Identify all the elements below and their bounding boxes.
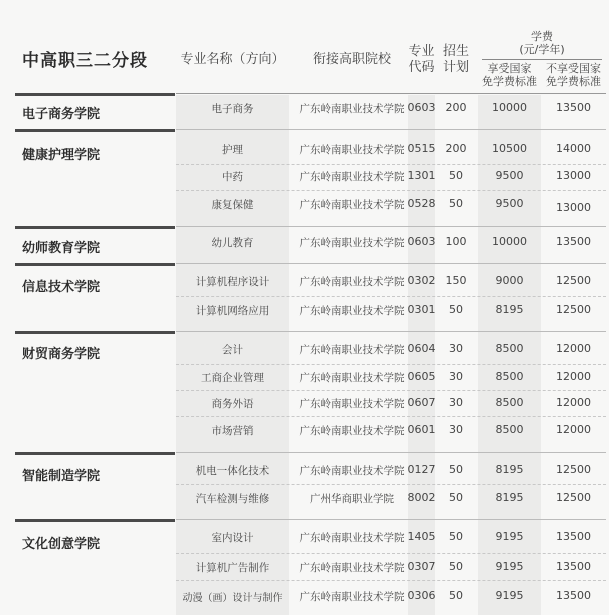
header-code-line2: 代码 <box>408 60 435 75</box>
cell-fee-a: 8500 <box>495 370 524 383</box>
row-separator <box>176 364 606 365</box>
cell-code: 8002 <box>407 491 436 504</box>
college-bar <box>15 331 175 334</box>
cell-fee-b: 12500 <box>556 303 591 316</box>
row-separator <box>176 129 606 130</box>
header-major: 专业名称（方向） <box>180 52 285 67</box>
cell-fee-a: 10000 <box>492 101 527 114</box>
table-row <box>0 235 609 251</box>
cell-fee-a: 9000 <box>495 274 524 287</box>
row-separator <box>176 519 606 520</box>
table-row <box>0 342 609 358</box>
cell-fee-a: 8195 <box>495 463 524 476</box>
college-bar <box>15 93 175 96</box>
table-row <box>0 423 609 439</box>
cell-fee-b: 12000 <box>556 370 591 383</box>
cell-code: 0603 <box>407 101 436 114</box>
cell-major: 市场营销 <box>211 425 254 437</box>
cell-major: 计算机网络应用 <box>195 305 270 317</box>
cell-fee-b: 13000 <box>556 169 591 182</box>
cell-major: 护理 <box>222 144 243 156</box>
row-separator <box>176 553 606 554</box>
table-row <box>0 530 609 546</box>
cell-quota: 50 <box>449 560 463 573</box>
row-separator <box>176 580 606 581</box>
header-quota-line1: 招生 <box>442 44 469 59</box>
cell-quota: 150 <box>445 274 467 287</box>
cell-quota: 100 <box>445 235 467 248</box>
cell-code: 0607 <box>407 396 436 409</box>
cell-fee-b: 12500 <box>556 274 591 287</box>
table-row <box>0 560 609 576</box>
cell-fee-b: 12000 <box>556 342 591 355</box>
row-separator <box>176 263 606 264</box>
header-fee-b-line2: 免学费标准 <box>546 75 601 88</box>
cell-fee-b: 13500 <box>556 560 591 573</box>
cell-quota: 50 <box>449 491 463 504</box>
college-bar <box>15 129 175 132</box>
cell-major: 计算机广告制作 <box>195 562 270 574</box>
cell-major: 动漫（画）设计与制作 <box>182 593 283 604</box>
cell-code: 0605 <box>407 370 436 383</box>
cell-code: 0302 <box>407 274 436 287</box>
cell-fee-a: 8195 <box>495 491 524 504</box>
college-name: 文化创意学院 <box>22 537 101 552</box>
cell-school: 广东岭南职业技术学院 <box>299 144 405 156</box>
table-row <box>0 169 609 185</box>
table-row <box>0 396 609 412</box>
cell-fee-a: 10000 <box>492 235 527 248</box>
cell-major: 工商企业管理 <box>201 372 264 384</box>
cell-code: 0528 <box>407 197 436 210</box>
cell-fee-a: 9500 <box>495 197 524 210</box>
cell-fee-b: 13000 <box>556 201 591 214</box>
row-separator <box>176 190 606 191</box>
college-name: 财贸商务学院 <box>22 347 101 362</box>
cell-quota: 30 <box>449 396 463 409</box>
cell-fee-b: 13500 <box>556 235 591 248</box>
table-row <box>0 303 609 319</box>
cell-quota: 50 <box>449 530 463 543</box>
cell-quota: 50 <box>449 303 463 316</box>
header-fee-a-line1: 享受国家 <box>487 62 532 75</box>
cell-code: 0306 <box>407 589 436 602</box>
cell-school: 广东岭南职业技术学院 <box>299 199 405 211</box>
cell-code: 0603 <box>407 235 436 248</box>
cell-fee-b: 13500 <box>556 101 591 114</box>
cell-fee-b: 12500 <box>556 491 591 504</box>
cell-school: 广东岭南职业技术学院 <box>299 344 405 356</box>
cell-fee-a: 8500 <box>495 423 524 436</box>
cell-fee-b: 12500 <box>556 463 591 476</box>
cell-fee-a: 8500 <box>495 396 524 409</box>
cell-fee-b: 12000 <box>556 396 591 409</box>
cell-quota: 50 <box>449 463 463 476</box>
cell-code: 0601 <box>407 423 436 436</box>
row-separator <box>176 296 606 297</box>
cell-quota: 200 <box>445 142 467 155</box>
header-fee-unit: (元/学年) <box>519 43 565 56</box>
cell-fee-b: 14000 <box>556 142 591 155</box>
table-row <box>0 197 609 213</box>
cell-major: 机电一体化技术 <box>195 465 270 477</box>
cell-major: 康复保健 <box>211 199 254 211</box>
row-separator <box>176 226 606 227</box>
cell-fee-b: 12000 <box>556 423 591 436</box>
college-bar <box>15 452 175 455</box>
cell-code: 0301 <box>407 303 436 316</box>
table-row <box>0 101 609 117</box>
college-name: 幼师教育学院 <box>22 241 101 256</box>
row-separator <box>176 164 606 165</box>
cell-school: 广东岭南职业技术学院 <box>299 591 405 603</box>
table-row <box>0 491 609 507</box>
cell-quota: 30 <box>449 370 463 383</box>
cell-fee-a: 10500 <box>492 142 527 155</box>
header-code-line1: 专业 <box>408 44 435 59</box>
cell-code: 0307 <box>407 560 436 573</box>
row-separator <box>176 452 606 453</box>
cell-school: 广东岭南职业技术学院 <box>299 305 405 317</box>
table-row <box>0 142 609 158</box>
page-title: 中高职三二分段 <box>22 51 148 71</box>
cell-fee-a: 9195 <box>495 560 524 573</box>
header-school: 衔接高职院校 <box>312 52 391 67</box>
cell-school: 广东岭南职业技术学院 <box>299 562 405 574</box>
header-fee: 学费 <box>531 30 553 43</box>
cell-school: 广东岭南职业技术学院 <box>299 103 405 115</box>
row-separator <box>176 484 606 485</box>
college-name: 信息技术学院 <box>22 280 101 295</box>
college-name: 电子商务学院 <box>22 107 101 122</box>
cell-fee-a: 9195 <box>495 530 524 543</box>
row-separator <box>176 331 606 332</box>
cell-school: 广东岭南职业技术学院 <box>299 532 405 544</box>
cell-code: 1301 <box>407 169 436 182</box>
college-bar <box>15 226 175 229</box>
college-bar <box>15 519 175 522</box>
cell-code: 0127 <box>407 463 436 476</box>
cell-major: 中药 <box>222 171 243 183</box>
cell-quota: 50 <box>449 197 463 210</box>
cell-major: 幼儿教育 <box>211 237 254 249</box>
cell-major: 商务外语 <box>211 398 254 410</box>
cell-school: 广东岭南职业技术学院 <box>299 398 405 410</box>
table-row <box>0 463 609 479</box>
cell-fee-a: 9195 <box>495 589 524 602</box>
cell-school: 广东岭南职业技术学院 <box>299 465 405 477</box>
cell-quota: 30 <box>449 423 463 436</box>
cell-quota: 30 <box>449 342 463 355</box>
college-name: 智能制造学院 <box>22 469 101 484</box>
cell-code: 0604 <box>407 342 436 355</box>
header-quota-line2: 计划 <box>442 60 469 75</box>
college-name: 健康护理学院 <box>22 148 101 163</box>
cell-school: 广东岭南职业技术学院 <box>299 171 405 183</box>
cell-fee-a: 8500 <box>495 342 524 355</box>
cell-school: 广州华商职业学院 <box>310 493 394 505</box>
header-fee-a-line2: 免学费标准 <box>482 75 537 88</box>
cell-major: 汽车检测与维修 <box>195 493 270 505</box>
table-row <box>0 589 609 605</box>
cell-quota: 50 <box>449 589 463 602</box>
cell-quota: 200 <box>445 101 467 114</box>
table-row <box>0 370 609 386</box>
cell-fee-b: 13500 <box>556 589 591 602</box>
cell-fee-a: 8195 <box>495 303 524 316</box>
cell-fee-a: 9500 <box>495 169 524 182</box>
fee-header-rule <box>482 59 602 60</box>
cell-school: 广东岭南职业技术学院 <box>299 237 405 249</box>
cell-major: 室内设计 <box>211 532 254 544</box>
cell-school: 广东岭南职业技术学院 <box>299 276 405 288</box>
college-bar <box>15 263 175 266</box>
cell-code: 1405 <box>407 530 436 543</box>
row-separator <box>176 390 606 391</box>
cell-major: 计算机程序设计 <box>195 276 270 288</box>
cell-fee-b: 13500 <box>556 530 591 543</box>
cell-school: 广东岭南职业技术学院 <box>299 425 405 437</box>
header-rule <box>176 93 606 94</box>
cell-quota: 50 <box>449 169 463 182</box>
table-row <box>0 274 609 290</box>
cell-code: 0515 <box>407 142 436 155</box>
cell-school: 广东岭南职业技术学院 <box>299 372 405 384</box>
cell-major: 会计 <box>222 344 243 356</box>
header-fee-b-line1: 不享受国家 <box>546 62 601 75</box>
row-separator <box>176 416 606 417</box>
cell-major: 电子商务 <box>211 103 254 115</box>
